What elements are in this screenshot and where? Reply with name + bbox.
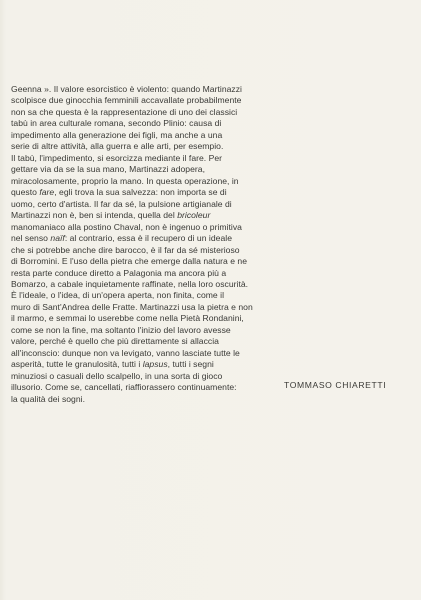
author-signature: TOMMASO CHIARETTI (284, 380, 387, 390)
text-run: Il tabù, l'impedimento, si esorcizza mediante il fare. Per (11, 152, 223, 163)
text-run: scolpisce due ginocchia femminili accavallate probabilmente (11, 95, 242, 106)
text-run: illusorio. Come se, cancellati, riaffiorassero continuamente: (11, 382, 237, 393)
text-run: asperità, tutte le granulosità, tutti i (11, 359, 143, 370)
text-line (11, 348, 411, 359)
text-line (11, 256, 411, 267)
text-line (11, 153, 411, 164)
text-line (11, 279, 411, 290)
text-line (11, 176, 411, 187)
essay-text (11, 84, 411, 405)
text-run: uomo, certo d'artista. Il far da sé, la pulsione artigianale di (11, 198, 232, 209)
text-run: come se non la fine, ma soltanto l'inizio del lavoro avesse (11, 324, 231, 335)
text-run: questo (11, 187, 40, 198)
text-run: il marmo, e semmai lo userebbe come nella Pietà Rondanini, (11, 313, 244, 324)
text-run: , tutti i segni (167, 359, 214, 370)
text-line (11, 210, 411, 221)
text-run: gettare via da se la sua mano, Martinazzi adopera, (11, 164, 205, 175)
text-run: È l'ideale, o l'idea, di un'opera aperta, non finita, come il (11, 290, 224, 301)
text-run: che si potrebbe anche dire barocco, è il far da sé misterioso (11, 244, 240, 255)
text-run: Geenna ». Il valore esorcistico è violento: quando Martinazzi (11, 84, 242, 94)
text-run: minuziosi o casuali dello scalpello, in una sorta di gioco (11, 370, 223, 381)
text-run: tabù in area culturale romana, secondo Plinio: causa di (11, 118, 222, 129)
text-line (11, 199, 411, 210)
text-line (11, 290, 411, 301)
text-line (11, 245, 411, 256)
text-run: nel senso (11, 233, 51, 244)
text-line (11, 222, 411, 233)
text-line (11, 336, 411, 347)
text-line (11, 141, 411, 152)
text-line (11, 359, 411, 370)
text-run: : al contrario, essa è il recupero di un ideale (64, 233, 232, 244)
text-run: resta parte conduce diretto a Palagonia ma ancora più a (11, 267, 227, 278)
italic-term: naïf (50, 233, 65, 244)
text-line (11, 325, 411, 336)
text-line (11, 187, 411, 198)
text-run: all'inconscio: dunque non va levigato, vanno lasciate tutte le (11, 347, 240, 358)
text-run: impedimento alla generazione dei figli, ma anche a una (11, 129, 223, 140)
text-run: manomaniaco alla postino Chaval, non è ingenuo o primitiva (11, 221, 242, 232)
text-line (11, 313, 411, 324)
text-run: la qualità dei sogni. (11, 393, 85, 404)
text-run: muro di Sant'Andrea delle Fratte. Martinazzi usa la pietra e non (11, 301, 253, 312)
italic-term: bricoleur (177, 210, 211, 221)
text-run: valore, perché è quello che più direttamente si allaccia (11, 336, 219, 347)
text-line (11, 302, 411, 313)
text-line (11, 118, 411, 129)
text-line (11, 107, 411, 118)
text-run: Bomarzo, a cabale inquietamente raffinate, nella loro oscurità. (11, 278, 249, 289)
text-line (11, 130, 411, 141)
text-run: serie di altre attività, alla guerra e alle arti, per esempio. (11, 141, 224, 152)
text-line (11, 95, 411, 106)
text-line (11, 394, 411, 405)
italic-term: fare (39, 187, 55, 198)
text-line (11, 84, 411, 95)
text-line (11, 268, 411, 279)
text-line (11, 233, 411, 244)
text-line (11, 164, 411, 175)
text-run: non sa che questa è la rappresentazione di uno dei classici (11, 106, 238, 117)
italic-term: lapsus (142, 359, 168, 370)
text-run: Martinazzi non è, ben si intenda, quella del (11, 210, 178, 221)
text-run: , egli trova la sua salvezza: non importa se di (54, 187, 227, 198)
text-run: miracolosamente, proprio la mano. In questa operazione, in (11, 175, 239, 186)
text-run: di Borromini. E l'uso della pietra che emerge dalla natura e ne (11, 256, 248, 267)
